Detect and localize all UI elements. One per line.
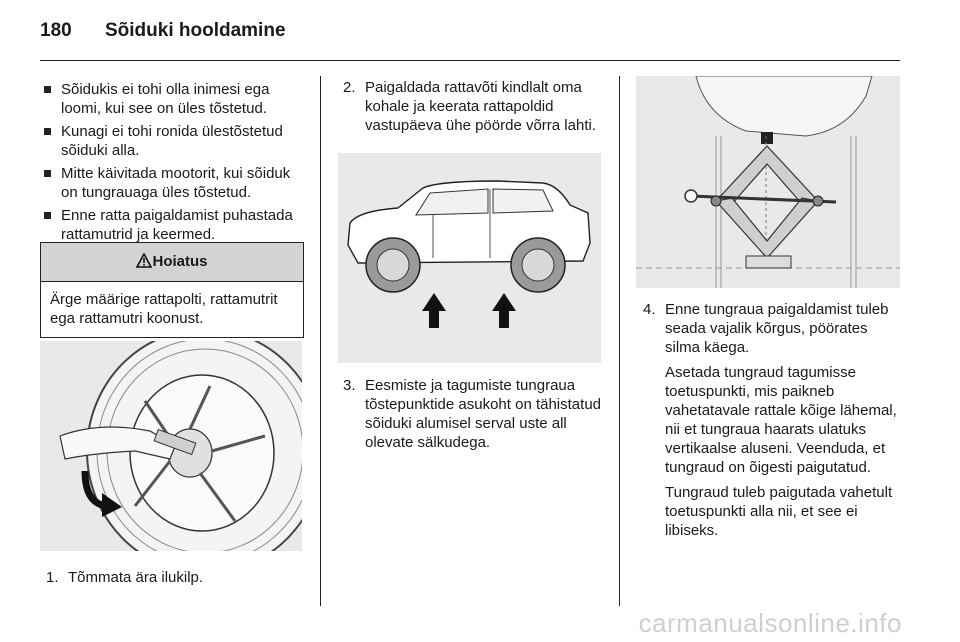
list-item: Enne ratta paigaldamist puhastada rattamutrid ja keermed. [40,206,305,244]
warning-body: Ärge määrige rattapolti, rattamutrit ega rattamutri koonust. [50,291,278,327]
hubcap-removal-illustration [40,341,302,551]
watermark: carmanualsonline.info [638,608,902,638]
page-number: 180 [40,20,72,41]
page-title: Sõiduki hooldamine [105,20,286,41]
page-header [40,20,286,42]
jack-points-illustration [338,153,601,363]
scissor-jack-illustration [636,76,900,288]
step-4: 4. Enne tungraua paigaldamist tuleb seada vajalik kõrgus, pöörates silma käega. Asetada tungraud tagumisse toetuspunkti, mis paikneb vahetatavale rattale kõige lähemal, nii et tungraua haarats ulatuks vertikaalse aluseni. Veenduda, et tungraud on õigesti paigutatud. Tungraud tuleb paigutada vahetult toetuspunkti alla nii, et see ei libiseks. [643,301,897,539]
header-rule [40,60,900,61]
step-1: 1. Tõmmata ära ilukilp. [46,569,204,586]
warning-title: Hoiatus [152,253,208,270]
list-item: Kunagi ei tohi ronida ülestõstetud sõiduki alla. [40,122,305,160]
list-item: Sõidukis ei tohi olla inimesi ega loomi, kui see on üles tõstetud. [40,80,305,118]
safety-bullets [40,80,305,248]
column-divider-1 [320,76,321,606]
list-item: Mitte käivitada mootorit, kui sõiduk on tungrauaga üles tõstetud. [40,164,305,202]
warning-triangle-icon [136,253,152,268]
warning-box [40,242,304,338]
warning-header [41,243,303,282]
step-3: 3. Eesmiste ja tagumiste tungraua tõstepunktide asukoht on tähistatud sõiduki alumisel serval uste all olevate sälkudega. [343,377,602,451]
column-divider-2 [619,76,620,606]
step-2: 2. Paigaldada rattavõti kindlalt oma kohale ja keerata rattapoldid vastupäeva ühe pöörde võrra lahti. [343,79,596,134]
